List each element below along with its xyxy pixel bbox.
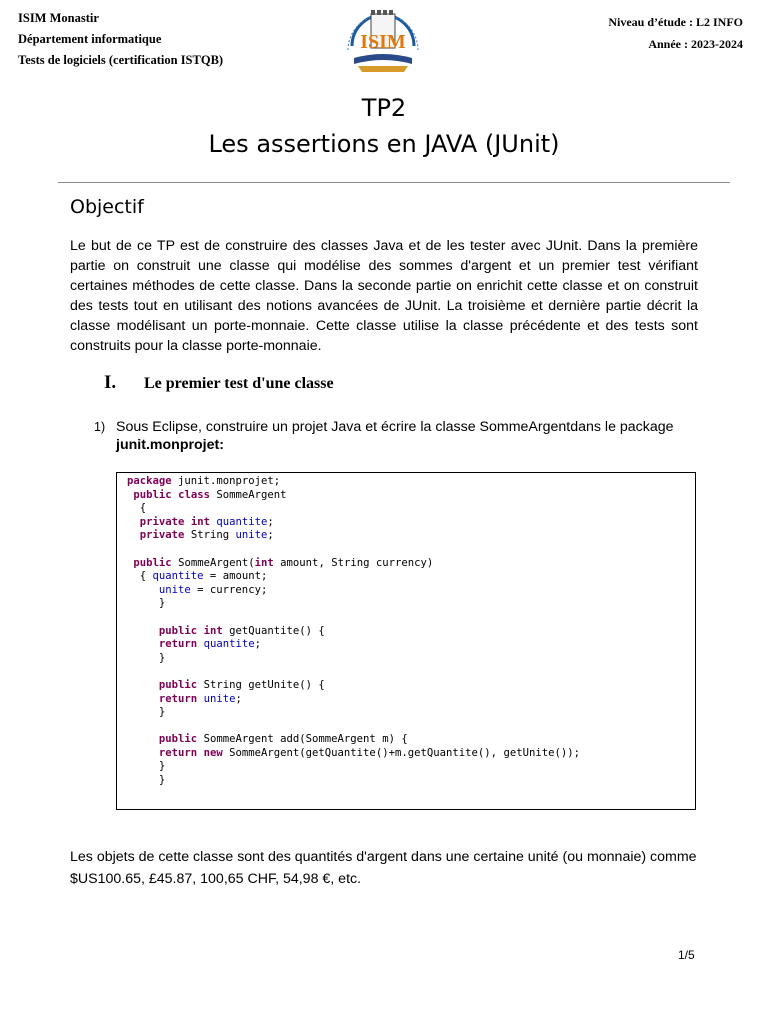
code-line: package junit.monprojet;: [127, 475, 281, 487]
section-number: I.: [104, 372, 117, 393]
code-line: private String unite;: [139, 529, 274, 542]
code-line: public int getQuantite() {: [158, 624, 325, 637]
header-left: [18, 8, 223, 71]
section-title: Le premier test d'une classe: [144, 375, 334, 392]
code-listing: [117, 473, 695, 788]
tp-number: TP2: [361, 94, 407, 122]
code-line: }: [127, 760, 166, 773]
objective-paragraph: Le but de ce TP est de construire des classes Java et de les tester avec JUnit. Dans la première partie on construit une classe qui modélise des sommes d'argent et un premier test vérifiant certaines méthodes de cette classe. Dans la seconde partie on enrichit cette classe et on construit des tests tout en utilisant des notions avancées de JUnit. La troisième et dernière partie décrit la classe modélisant un porte-monnaie. Cette classe utilise la classe précédente et des tests sont construits pour la classe porte-monnaie.: [70, 238, 698, 354]
code-line: {: [127, 502, 147, 515]
code-line: public String getUnite() {: [158, 678, 325, 691]
tp-title: Les assertions en JAVA (JUnit): [208, 130, 560, 158]
step-number: 1): [94, 420, 106, 434]
header-right: [608, 11, 743, 55]
code-line: return new SommeArgent(getQuantite()+m.getQuantite(), getUnite());: [158, 746, 580, 759]
code-line: public class SommeArgent: [133, 488, 287, 501]
title-divider: [58, 182, 730, 183]
department-name: Département informatique: [18, 32, 162, 46]
page-number: 1/5: [678, 948, 695, 962]
code-line: }: [127, 706, 166, 719]
code-line: public SommeArgent(int amount, String currency): [133, 556, 434, 569]
section-heading: [104, 372, 334, 394]
code-line: unite = currency;: [158, 583, 268, 596]
step-instruction: Sous Eclipse, construire un projet Java et écrire la classe SommeArgentdans le package: [116, 419, 674, 435]
code-line: }: [127, 774, 166, 787]
course-name: Tests de logiciels (certification ISTQB): [18, 53, 224, 67]
code-line: return quantite;: [158, 638, 261, 651]
svg-text:ISIM: ISIM: [360, 31, 406, 53]
objective-heading: Objectif: [70, 196, 144, 218]
code-line: { quantite = amount;: [127, 570, 268, 583]
step-package: junit.monprojet:: [116, 437, 224, 453]
step-text: [116, 418, 706, 454]
school-name: ISIM Monastir: [18, 11, 99, 25]
code-line: private int quantite;: [139, 515, 274, 528]
code-line: }: [127, 651, 166, 664]
study-level: Niveau d’étude : L2 INFO: [608, 15, 743, 29]
closing-paragraph: Les objets de cette classe sont des quantités d'argent dans une certaine unité (ou monnaie) comme $US100.65, £45.87, 100,65 CHF, 54,98 €, etc.: [70, 849, 697, 887]
isim-logo: [344, 6, 422, 74]
code-line: }: [127, 597, 166, 610]
academic-year: Année : 2023-2024: [648, 37, 743, 51]
code-block: [116, 472, 696, 810]
code-line: return unite;: [158, 692, 242, 705]
code-line: public SommeArgent add(SommeArgent m) {: [158, 733, 408, 746]
